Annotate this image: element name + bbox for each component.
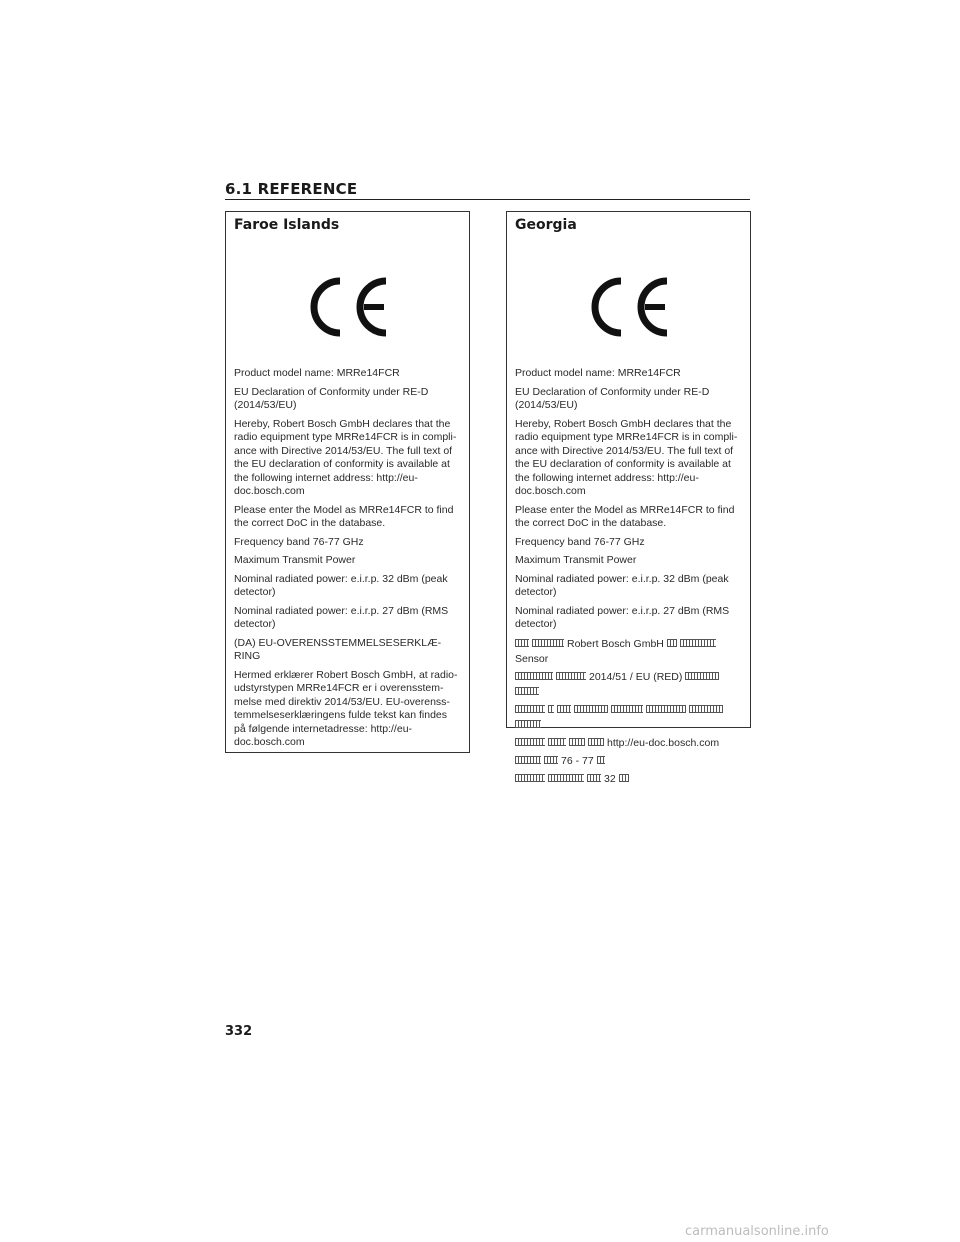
section-divider xyxy=(225,199,750,200)
unrendered-georgian-text xyxy=(515,672,553,680)
paragraph: Maximum Transmit Power xyxy=(234,554,356,566)
paragraph: (DA) EU-OVERENSSTEMMELSESERKLÆ- RING xyxy=(234,636,442,662)
unrendered-georgian-text xyxy=(515,720,541,728)
unrendered-georgian-text xyxy=(619,774,629,782)
page-number: 332 xyxy=(225,1024,253,1039)
georgian-line xyxy=(515,772,740,787)
unrendered-georgian-text xyxy=(588,738,604,746)
georgia-content xyxy=(515,367,740,787)
faroe-islands-panel xyxy=(225,211,470,753)
company-name: Robert Bosch GmbH xyxy=(567,637,664,650)
georgian-line xyxy=(515,736,740,751)
georgian-line xyxy=(515,754,740,769)
georgian-line xyxy=(515,670,740,700)
directive-reference: 2014/51 / EU (RED) xyxy=(589,670,683,683)
unrendered-georgian-text xyxy=(548,705,554,713)
unrendered-georgian-text xyxy=(515,705,545,713)
georgia-panel xyxy=(506,211,751,785)
paragraph: Hermed erklærer Robert Bosch GmbH, at radio- udstyrstypen MRRe14FCR er i overensstem- melse med direktiv 2014/53/EU. EU-overenss- temmelseserklæringens fulde tekst kan findes på følgende internetadresse: http://eu- doc.bosch.com xyxy=(234,668,458,748)
unrendered-georgian-text xyxy=(685,672,719,680)
unrendered-georgian-text xyxy=(597,756,605,764)
paragraph: Nominal radiated power: e.i.r.p. 27 dBm (RMS detector) xyxy=(234,604,449,630)
paragraph: Nominal radiated power: e.i.r.p. 27 dBm (RMS detector) xyxy=(515,604,730,630)
paragraph: Please enter the Model as MRRe14FCR to find the correct DoC in the database. xyxy=(515,503,735,529)
unrendered-georgian-text xyxy=(689,705,723,713)
georgian-line xyxy=(515,637,740,667)
unrendered-georgian-text xyxy=(587,774,601,782)
ce-mark-icon xyxy=(302,277,392,337)
paragraph: Hereby, Robert Bosch GmbH declares that the radio equipment type MRRe14FCR is in compli- ance with Directive 2014/53/EU. The full text of the EU declaration of conformity is available at the following internet address: http://eu- doc.bosch.com xyxy=(234,417,457,497)
unrendered-georgian-text xyxy=(557,705,571,713)
georgia-title: Georgia xyxy=(515,217,577,233)
unrendered-georgian-text xyxy=(646,705,686,713)
ce-mark-icon xyxy=(583,277,673,337)
declaration-url: http://eu-doc.bosch.com xyxy=(607,736,720,749)
unrendered-georgian-text xyxy=(515,687,539,695)
unrendered-georgian-text xyxy=(611,705,643,713)
unrendered-georgian-text xyxy=(667,639,677,647)
paragraph: Nominal radiated power: e.i.r.p. 32 dBm (peak detector) xyxy=(234,572,448,598)
unrendered-georgian-text xyxy=(515,639,529,647)
paragraph: Product model name: MRRe14FCR xyxy=(234,367,400,379)
watermark: carmanualsonline.info xyxy=(685,1224,829,1239)
power-value: 32 xyxy=(604,772,616,785)
faroe-islands-content xyxy=(234,367,459,750)
frequency-range: 76 - 77 xyxy=(561,754,594,767)
unrendered-georgian-text xyxy=(556,672,586,680)
paragraph: Product model name: MRRe14FCR xyxy=(515,367,681,379)
paragraph: Frequency band 76-77 GHz xyxy=(234,535,364,548)
unrendered-georgian-text xyxy=(569,738,585,746)
paragraph: Hereby, Robert Bosch GmbH declares that the radio equipment type MRRe14FCR is in compli- ance with Directive 2014/53/EU. The full text of the EU declaration of conformity is available at the following internet address: http://eu- doc.bosch.com xyxy=(515,417,738,497)
unrendered-georgian-text xyxy=(680,639,716,647)
paragraph: Frequency band 76-77 GHz xyxy=(515,535,645,548)
faroe-islands-title: Faroe Islands xyxy=(234,217,340,233)
unrendered-georgian-text xyxy=(574,705,608,713)
paragraph: Maximum Transmit Power xyxy=(515,554,637,566)
georgian-line xyxy=(515,703,740,733)
unrendered-georgian-text xyxy=(515,738,545,746)
unrendered-georgian-text xyxy=(548,738,566,746)
paragraph: EU Declaration of Conformity under RE-D (2014/53/EU) xyxy=(234,385,429,411)
unrendered-georgian-text xyxy=(544,756,558,764)
paragraph: EU Declaration of Conformity under RE-D (2014/53/EU) xyxy=(515,385,710,411)
paragraph: Please enter the Model as MRRe14FCR to find the correct DoC in the database. xyxy=(234,503,454,529)
sensor-word: Sensor xyxy=(515,652,549,665)
section-title: 6.1 REFERENCE xyxy=(225,180,358,198)
unrendered-georgian-text xyxy=(548,774,584,782)
unrendered-georgian-text xyxy=(515,756,541,764)
unrendered-georgian-text xyxy=(532,639,564,647)
paragraph: Nominal radiated power: e.i.r.p. 32 dBm (peak detector) xyxy=(515,572,729,598)
unrendered-georgian-text xyxy=(515,774,545,782)
